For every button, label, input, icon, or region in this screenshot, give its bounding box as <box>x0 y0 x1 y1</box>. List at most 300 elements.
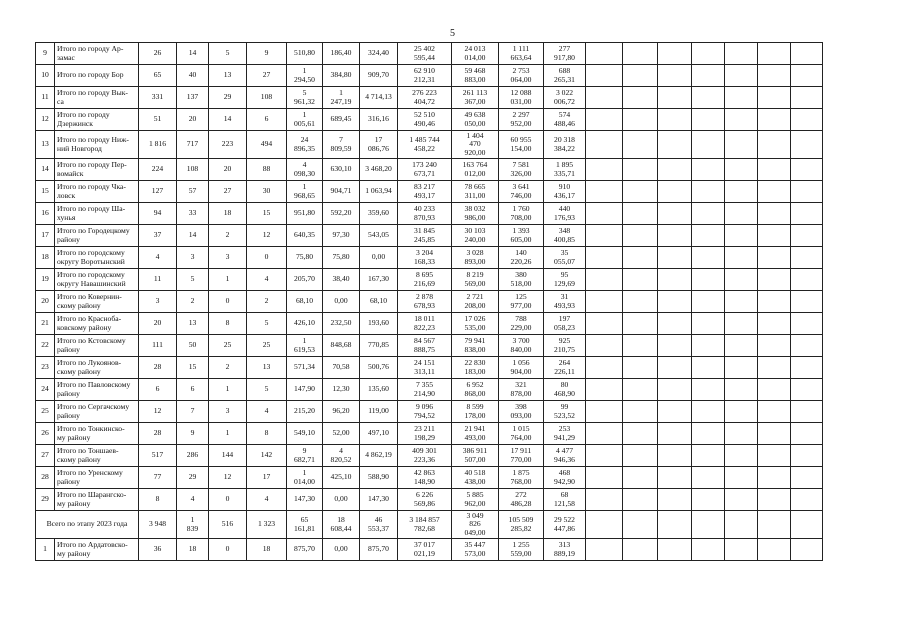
row-number: 9 <box>36 43 55 65</box>
value-cell: 1 005,61 <box>287 109 323 131</box>
empty-cell <box>758 313 791 335</box>
empty-cell <box>623 335 658 357</box>
empty-cell <box>623 379 658 401</box>
value-cell: 99 523,52 <box>544 401 586 423</box>
value-cell: 6 226 569,86 <box>398 489 452 511</box>
row-name: Итого по городу Чка- ловск <box>55 181 139 203</box>
empty-cell <box>758 511 791 539</box>
value-cell: 224 <box>139 159 177 181</box>
row-name: Итого по Тоншаев- скому району <box>55 445 139 467</box>
value-cell: 29 <box>209 87 247 109</box>
value-cell: 7 809,59 <box>323 131 360 159</box>
value-cell: 40 233 870,93 <box>398 203 452 225</box>
value-cell: 9 096 794,52 <box>398 401 452 423</box>
value-cell: 0,00 <box>323 489 360 511</box>
empty-cell <box>586 247 623 269</box>
value-cell: 717 <box>177 131 209 159</box>
empty-cell <box>758 489 791 511</box>
empty-cell <box>758 269 791 291</box>
value-cell: 264 226,11 <box>544 357 586 379</box>
value-cell: 75,80 <box>323 247 360 269</box>
value-cell: 440 176,93 <box>544 203 586 225</box>
value-cell: 13 <box>177 313 209 335</box>
empty-cell <box>692 203 725 225</box>
value-cell: 5 <box>247 379 287 401</box>
table-row <box>36 65 823 87</box>
empty-cell <box>791 489 823 511</box>
empty-cell <box>658 511 692 539</box>
empty-cell <box>692 511 725 539</box>
value-cell: 17 086,76 <box>360 131 398 159</box>
total-row <box>36 511 823 539</box>
empty-cell <box>758 423 791 445</box>
empty-cell <box>692 109 725 131</box>
empty-cell <box>623 357 658 379</box>
empty-cell <box>758 109 791 131</box>
value-cell: 28 <box>139 423 177 445</box>
value-cell: 277 917,80 <box>544 43 586 65</box>
value-cell: 909,70 <box>360 65 398 87</box>
value-cell: 127 <box>139 181 177 203</box>
table-row <box>36 423 823 445</box>
value-cell: 108 <box>247 87 287 109</box>
value-cell: 3 <box>209 401 247 423</box>
value-cell: 1 404 470 920,00 <box>452 131 499 159</box>
table-row <box>36 131 823 159</box>
value-cell: 1 760 708,00 <box>499 203 544 225</box>
value-cell: 1 393 605,00 <box>499 225 544 247</box>
row-name: Итого по Шарангско- му району <box>55 489 139 511</box>
value-cell: 4 <box>247 401 287 423</box>
value-cell: 42 863 148,90 <box>398 467 452 489</box>
value-cell: 630,10 <box>323 159 360 181</box>
value-cell: 8 <box>209 313 247 335</box>
empty-cell <box>758 335 791 357</box>
value-cell: 25 <box>247 335 287 357</box>
value-cell: 46 553,37 <box>360 511 398 539</box>
empty-cell <box>758 445 791 467</box>
value-cell: 0,00 <box>323 539 360 561</box>
empty-cell <box>623 87 658 109</box>
empty-cell <box>692 445 725 467</box>
table-row <box>36 489 823 511</box>
table-row <box>36 43 823 65</box>
page-number: 5 <box>450 28 455 39</box>
value-cell: 910 436,17 <box>544 181 586 203</box>
value-cell: 321 878,00 <box>499 379 544 401</box>
value-cell: 88 <box>247 159 287 181</box>
value-cell: 0 <box>247 247 287 269</box>
value-cell: 40 <box>177 65 209 87</box>
value-cell: 8 <box>139 489 177 511</box>
row-number: 25 <box>36 401 55 423</box>
empty-cell <box>658 489 692 511</box>
value-cell: 951,80 <box>287 203 323 225</box>
empty-cell <box>586 489 623 511</box>
value-cell: 571,34 <box>287 357 323 379</box>
table-row <box>36 357 823 379</box>
empty-cell <box>791 43 823 65</box>
value-cell: 0,00 <box>360 247 398 269</box>
value-cell: 1 255 559,00 <box>499 539 544 561</box>
value-cell: 27 <box>209 181 247 203</box>
table-row <box>36 87 823 109</box>
empty-cell <box>725 313 758 335</box>
value-cell: 24 151 313,11 <box>398 357 452 379</box>
value-cell: 1 014,00 <box>287 467 323 489</box>
value-cell: 33 <box>177 203 209 225</box>
value-cell: 4 477 946,36 <box>544 445 586 467</box>
value-cell: 1 895 335,71 <box>544 159 586 181</box>
value-cell: 4 862,19 <box>360 445 398 467</box>
value-cell: 688 265,31 <box>544 65 586 87</box>
value-cell: 261 113 367,00 <box>452 87 499 109</box>
empty-cell <box>791 511 823 539</box>
row-number: 20 <box>36 291 55 313</box>
empty-cell <box>692 335 725 357</box>
empty-cell <box>623 109 658 131</box>
empty-cell <box>658 225 692 247</box>
value-cell: 29 <box>177 467 209 489</box>
value-cell: 147,30 <box>360 489 398 511</box>
value-cell: 380 518,00 <box>499 269 544 291</box>
empty-cell <box>658 181 692 203</box>
value-cell: 193,60 <box>360 313 398 335</box>
value-cell: 12 <box>139 401 177 423</box>
value-cell: 4 <box>247 269 287 291</box>
value-cell: 215,20 <box>287 401 323 423</box>
value-cell: 50 <box>177 335 209 357</box>
value-cell: 3 022 006,72 <box>544 87 586 109</box>
empty-cell <box>658 313 692 335</box>
empty-cell <box>692 225 725 247</box>
value-cell: 2 721 208,00 <box>452 291 499 313</box>
value-cell: 4 <box>247 489 287 511</box>
value-cell: 31 845 245,85 <box>398 225 452 247</box>
value-cell: 163 764 012,00 <box>452 159 499 181</box>
value-cell: 20 <box>139 313 177 335</box>
empty-cell <box>658 247 692 269</box>
table-row <box>36 181 823 203</box>
value-cell: 4 098,30 <box>287 159 323 181</box>
value-cell: 4 714,13 <box>360 87 398 109</box>
empty-cell <box>586 401 623 423</box>
empty-cell <box>586 225 623 247</box>
value-cell: 3 049 826 049,00 <box>452 511 499 539</box>
row-number: 15 <box>36 181 55 203</box>
value-cell: 497,10 <box>360 423 398 445</box>
empty-cell <box>692 131 725 159</box>
value-cell: 1 063,94 <box>360 181 398 203</box>
value-cell: 2 297 952,00 <box>499 109 544 131</box>
table-row <box>36 247 823 269</box>
row-name: Итого по Городецкому району <box>55 225 139 247</box>
row-number: 24 <box>36 379 55 401</box>
table-row <box>36 401 823 423</box>
value-cell: 197 058,23 <box>544 313 586 335</box>
value-cell: 3 468,20 <box>360 159 398 181</box>
value-cell: 1 <box>209 269 247 291</box>
value-cell: 12 <box>209 467 247 489</box>
value-cell: 1 968,65 <box>287 181 323 203</box>
value-cell: 875,70 <box>360 539 398 561</box>
value-cell: 52 510 490,46 <box>398 109 452 131</box>
value-cell: 30 103 240,00 <box>452 225 499 247</box>
value-cell: 186,40 <box>323 43 360 65</box>
empty-cell <box>623 131 658 159</box>
value-cell: 20 318 384,22 <box>544 131 586 159</box>
empty-cell <box>586 445 623 467</box>
value-cell: 1 485 744 458,22 <box>398 131 452 159</box>
value-cell: 28 <box>139 357 177 379</box>
empty-cell <box>758 539 791 561</box>
empty-cell <box>658 291 692 313</box>
value-cell: 15 <box>177 357 209 379</box>
value-cell: 17 026 535,00 <box>452 313 499 335</box>
row-number: 11 <box>36 87 55 109</box>
empty-cell <box>586 65 623 87</box>
empty-cell <box>725 423 758 445</box>
value-cell: 95 129,69 <box>544 269 586 291</box>
empty-cell <box>623 423 658 445</box>
row-number: 29 <box>36 489 55 511</box>
empty-cell <box>791 335 823 357</box>
empty-cell <box>623 225 658 247</box>
value-cell: 77 <box>139 467 177 489</box>
value-cell: 12,30 <box>323 379 360 401</box>
value-cell: 2 <box>177 291 209 313</box>
value-cell: 140 220,26 <box>499 247 544 269</box>
empty-cell <box>758 225 791 247</box>
row-name: Итого по Краснoба- ковскому району <box>55 313 139 335</box>
value-cell: 35 055,07 <box>544 247 586 269</box>
row-number: 26 <box>36 423 55 445</box>
value-cell: 574 488,46 <box>544 109 586 131</box>
value-cell: 468 942,90 <box>544 467 586 489</box>
empty-cell <box>586 357 623 379</box>
value-cell: 59 468 883,00 <box>452 65 499 87</box>
value-cell: 1 <box>209 423 247 445</box>
value-cell: 144 <box>209 445 247 467</box>
empty-cell <box>586 539 623 561</box>
table-row <box>36 109 823 131</box>
empty-cell <box>658 379 692 401</box>
value-cell: 94 <box>139 203 177 225</box>
empty-cell <box>725 489 758 511</box>
empty-cell <box>623 291 658 313</box>
empty-cell <box>791 65 823 87</box>
empty-cell <box>658 65 692 87</box>
empty-cell <box>586 269 623 291</box>
value-cell: 17 911 770,00 <box>499 445 544 467</box>
value-cell: 5 <box>209 43 247 65</box>
value-cell: 1 839 <box>177 511 209 539</box>
value-cell: 137 <box>177 87 209 109</box>
empty-cell <box>791 445 823 467</box>
empty-cell <box>658 109 692 131</box>
value-cell: 3 <box>139 291 177 313</box>
value-cell: 18 608,44 <box>323 511 360 539</box>
value-cell: 12 <box>247 225 287 247</box>
row-name: Итого по Ардатовско- му району <box>55 539 139 561</box>
empty-cell <box>791 181 823 203</box>
value-cell: 1 323 <box>247 511 287 539</box>
value-cell: 0 <box>209 489 247 511</box>
row-number: 10 <box>36 65 55 87</box>
value-cell: 5 <box>247 313 287 335</box>
value-cell: 4 820,52 <box>323 445 360 467</box>
value-cell: 17 <box>247 467 287 489</box>
empty-cell <box>658 357 692 379</box>
value-cell: 105 509 285,82 <box>499 511 544 539</box>
value-cell: 6 <box>139 379 177 401</box>
empty-cell <box>725 247 758 269</box>
value-cell: 51 <box>139 109 177 131</box>
value-cell: 111 <box>139 335 177 357</box>
empty-cell <box>725 467 758 489</box>
empty-cell <box>791 131 823 159</box>
value-cell: 27 <box>247 65 287 87</box>
empty-cell <box>758 159 791 181</box>
empty-cell <box>758 203 791 225</box>
value-cell: 68,10 <box>360 291 398 313</box>
value-cell: 119,00 <box>360 401 398 423</box>
value-cell: 3 184 857 782,68 <box>398 511 452 539</box>
row-name: Итого по Павловскому району <box>55 379 139 401</box>
value-cell: 78 665 311,00 <box>452 181 499 203</box>
empty-cell <box>658 445 692 467</box>
value-cell: 9 682,71 <box>287 445 323 467</box>
empty-cell <box>586 131 623 159</box>
empty-cell <box>791 269 823 291</box>
value-cell: 11 <box>139 269 177 291</box>
value-cell: 409 301 223,36 <box>398 445 452 467</box>
value-cell: 9 <box>247 43 287 65</box>
empty-cell <box>623 269 658 291</box>
row-name: Итого по Сергачскому району <box>55 401 139 423</box>
value-cell: 313 889,19 <box>544 539 586 561</box>
value-cell: 65 <box>139 65 177 87</box>
value-cell: 36 <box>139 539 177 561</box>
value-cell: 3 028 893,00 <box>452 247 499 269</box>
empty-cell <box>725 87 758 109</box>
value-cell: 83 217 493,17 <box>398 181 452 203</box>
value-cell: 494 <box>247 131 287 159</box>
value-cell: 13 <box>209 65 247 87</box>
value-cell: 1 247,19 <box>323 87 360 109</box>
value-cell: 18 <box>247 539 287 561</box>
value-cell: 18 <box>209 203 247 225</box>
empty-cell <box>725 539 758 561</box>
row-number: 28 <box>36 467 55 489</box>
value-cell: 14 <box>177 43 209 65</box>
empty-cell <box>623 489 658 511</box>
value-cell: 4 <box>139 247 177 269</box>
value-cell: 640,35 <box>287 225 323 247</box>
value-cell: 62 910 212,31 <box>398 65 452 87</box>
row-number: 21 <box>36 313 55 335</box>
empty-cell <box>791 87 823 109</box>
empty-cell <box>586 203 623 225</box>
empty-cell <box>791 357 823 379</box>
empty-cell <box>623 445 658 467</box>
value-cell: 49 638 050,00 <box>452 109 499 131</box>
value-cell: 1 294,50 <box>287 65 323 87</box>
value-cell: 2 <box>247 291 287 313</box>
row-number: 16 <box>36 203 55 225</box>
table-row <box>36 539 823 561</box>
empty-cell <box>758 291 791 313</box>
empty-cell <box>658 269 692 291</box>
value-cell: 29 522 447,86 <box>544 511 586 539</box>
empty-cell <box>623 401 658 423</box>
empty-cell <box>725 269 758 291</box>
empty-cell <box>692 489 725 511</box>
empty-cell <box>692 269 725 291</box>
value-cell: 3 948 <box>139 511 177 539</box>
empty-cell <box>623 181 658 203</box>
empty-cell <box>658 539 692 561</box>
value-cell: 60 955 154,00 <box>499 131 544 159</box>
row-number: 12 <box>36 109 55 131</box>
value-cell: 25 <box>209 335 247 357</box>
value-cell: 38,40 <box>323 269 360 291</box>
value-cell: 2 753 064,00 <box>499 65 544 87</box>
value-cell: 7 <box>177 401 209 423</box>
value-cell: 18 011 822,23 <box>398 313 452 335</box>
empty-cell <box>586 181 623 203</box>
empty-cell <box>758 247 791 269</box>
empty-cell <box>692 181 725 203</box>
empty-cell <box>623 203 658 225</box>
empty-cell <box>725 203 758 225</box>
value-cell: 788 229,00 <box>499 313 544 335</box>
value-cell: 223 <box>209 131 247 159</box>
empty-cell <box>692 43 725 65</box>
value-cell: 15 <box>247 203 287 225</box>
value-cell: 925 210,75 <box>544 335 586 357</box>
value-cell: 20 <box>209 159 247 181</box>
value-cell: 253 941,29 <box>544 423 586 445</box>
value-cell: 848,68 <box>323 335 360 357</box>
row-number: 14 <box>36 159 55 181</box>
value-cell: 6 <box>247 109 287 131</box>
value-cell: 8 <box>247 423 287 445</box>
value-cell: 0 <box>209 291 247 313</box>
value-cell: 6 <box>177 379 209 401</box>
value-cell: 286 <box>177 445 209 467</box>
value-cell: 79 941 838,00 <box>452 335 499 357</box>
value-cell: 348 400,85 <box>544 225 586 247</box>
value-cell: 31 493,93 <box>544 291 586 313</box>
empty-cell <box>692 159 725 181</box>
table-row <box>36 445 823 467</box>
empty-cell <box>586 109 623 131</box>
empty-cell <box>586 291 623 313</box>
value-cell: 23 211 198,29 <box>398 423 452 445</box>
row-number: 23 <box>36 357 55 379</box>
empty-cell <box>758 357 791 379</box>
value-cell: 543,05 <box>360 225 398 247</box>
empty-cell <box>586 313 623 335</box>
value-cell: 3 700 840,00 <box>499 335 544 357</box>
value-cell: 147,90 <box>287 379 323 401</box>
empty-cell <box>758 65 791 87</box>
value-cell: 30 <box>247 181 287 203</box>
value-cell: 549,10 <box>287 423 323 445</box>
row-name: Итого по Ковернин- скому району <box>55 291 139 313</box>
value-cell: 5 <box>177 269 209 291</box>
